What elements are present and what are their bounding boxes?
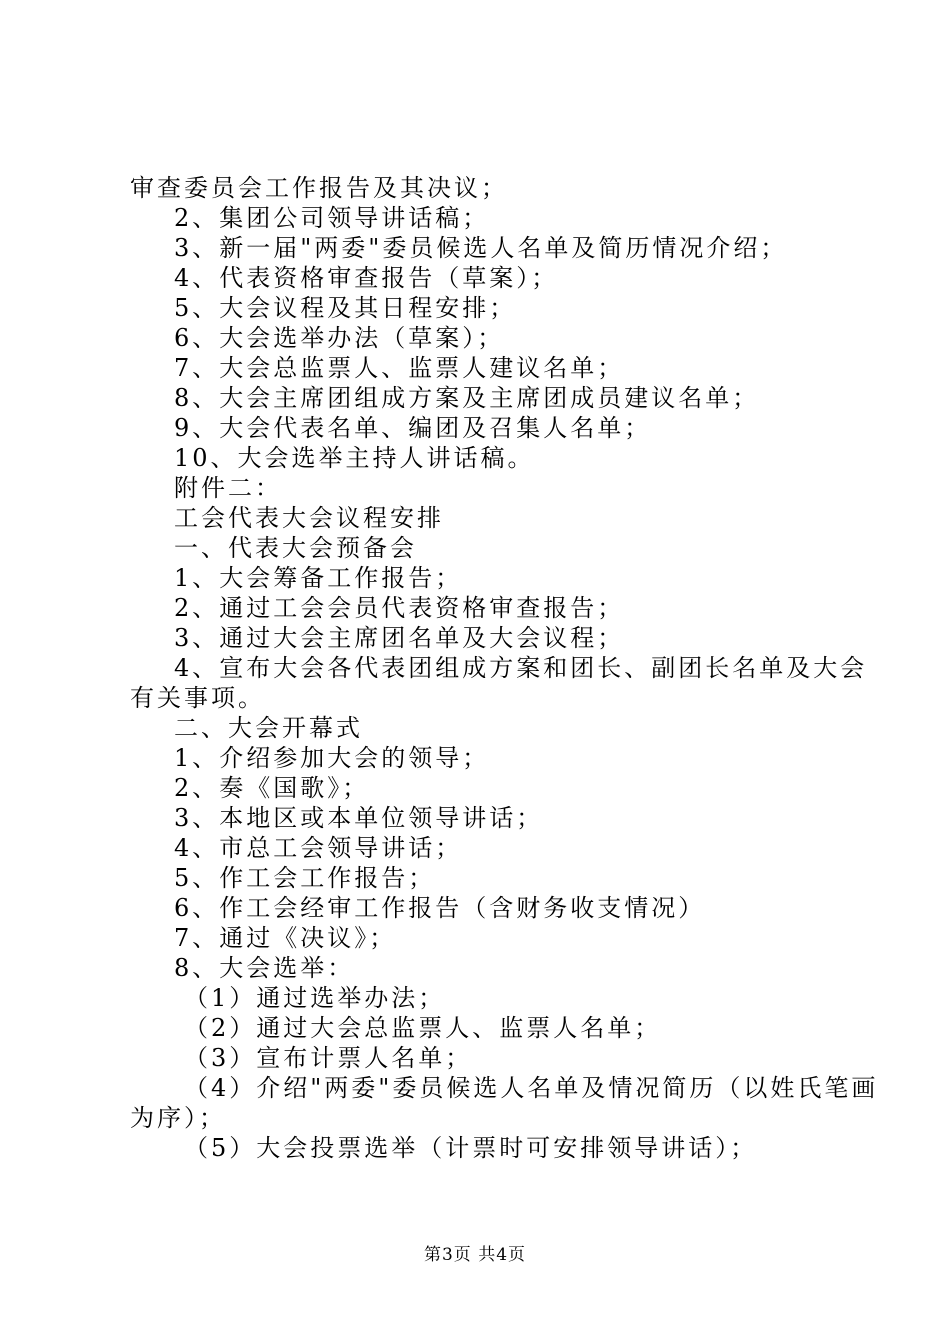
- text-line: 审查委员会工作报告及其决议；: [130, 174, 508, 202]
- list-item: 6、作工会经审工作报告（含财务收支情况）: [174, 894, 706, 922]
- list-item: 3、通过大会主席团名单及大会议程；: [174, 624, 625, 652]
- attachment-label: 附件二：: [174, 474, 282, 502]
- list-item: 7、通过《决议》；: [174, 924, 397, 952]
- section-heading: 一、代表大会预备会: [174, 534, 417, 562]
- list-item: 5、大会议程及其日程安排；: [174, 294, 517, 322]
- list-item: 1、介绍参加大会的领导；: [174, 744, 490, 772]
- sub-list-item: （1）通过选举办法；: [184, 984, 446, 1012]
- list-item: 9、大会代表名单、编团及召集人名单；: [174, 414, 652, 442]
- list-item: 5、作工会工作报告；: [174, 864, 436, 892]
- list-item: 3、新一届"两委"委员候选人名单及简历情况介绍；: [174, 234, 788, 262]
- section-heading: 二、大会开幕式: [174, 714, 363, 742]
- section-title: 工会代表大会议程安排: [174, 504, 444, 532]
- list-item: 4、市总工会领导讲话；: [174, 834, 463, 862]
- sub-list-item: （5）大会投票选举（计票时可安排领导讲话）；: [184, 1134, 758, 1162]
- list-item-continuation: 有关事项。: [130, 684, 265, 712]
- list-item: 2、集团公司领导讲话稿；: [174, 204, 490, 232]
- sub-list-item: （3）宣布计票人名单；: [184, 1044, 473, 1072]
- sub-list-item: （2）通过大会总监票人、监票人名单；: [184, 1014, 662, 1042]
- list-item: 4、代表资格审查报告（草案）；: [174, 264, 559, 292]
- list-item: 2、通过工会会员代表资格审查报告；: [174, 594, 625, 622]
- sub-list-item-continuation: 为序）；: [130, 1104, 226, 1132]
- list-item: 8、大会主席团组成方案及主席团成员建议名单；: [174, 384, 760, 412]
- document-body: [130, 173, 879, 1163]
- list-item: 4、宣布大会各代表团组成方案和团长、副团长名单及大会: [174, 654, 868, 682]
- list-item: 10、大会选举主持人讲话稿。: [174, 444, 535, 472]
- list-item: 1、大会筹备工作报告；: [174, 564, 463, 592]
- list-item: 8、大会选举：: [174, 954, 355, 982]
- list-item: 6、大会选举办法（草案）；: [174, 324, 505, 352]
- list-item: 7、大会总监票人、监票人建议名单；: [174, 354, 625, 382]
- list-item: 3、本地区或本单位领导讲话；: [174, 804, 544, 832]
- list-item: 2、奏《国歌》；: [174, 774, 370, 802]
- sub-list-item: （4）介绍"两委"委员候选人名单及情况简历（以姓氏笔画: [184, 1074, 879, 1102]
- page-footer: 第3页 共4页: [423, 1245, 527, 1265]
